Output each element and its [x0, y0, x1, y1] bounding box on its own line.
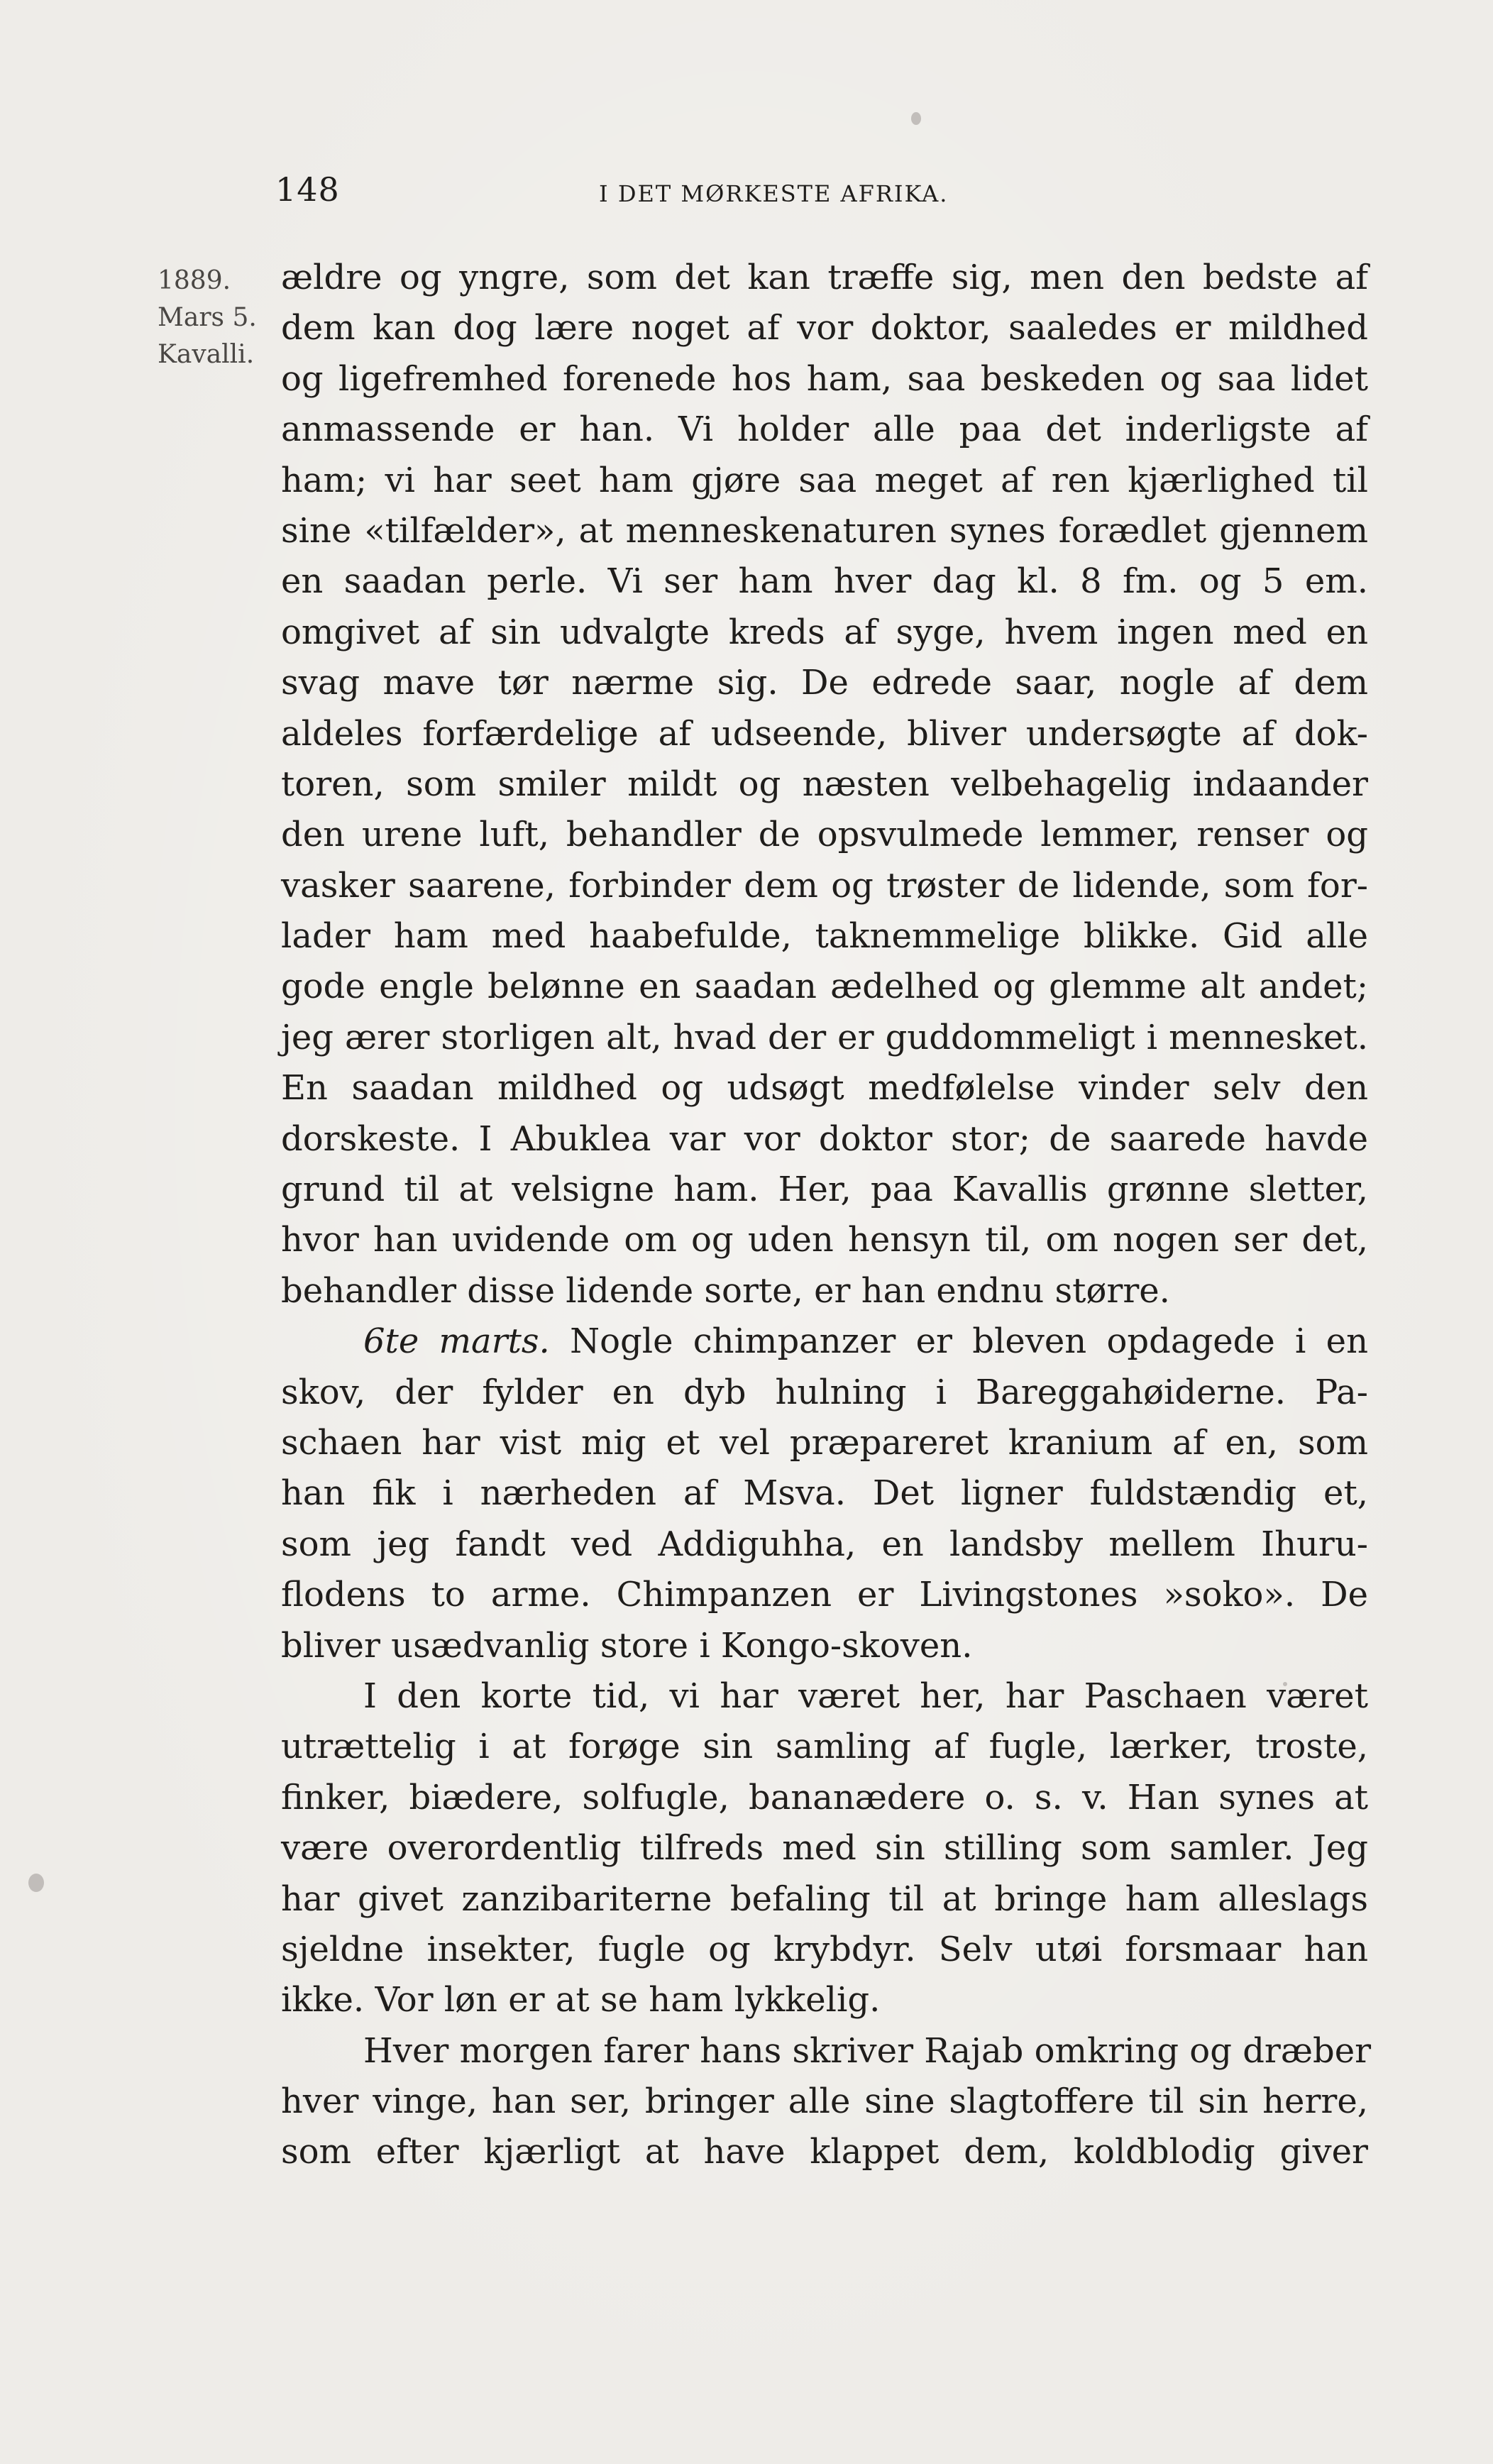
running-title: I DET MØRKESTE AFRIKA.: [599, 180, 949, 207]
page-number: 148: [275, 170, 340, 209]
text-line: ældre og yngre, som det kan træffe sig, men den bedste af: [281, 258, 1368, 297]
text-line: hver vinge, han ser, bringer alle sine slagtoffere til sin herre,: [281, 2081, 1368, 2122]
text-line: finker, biædere, solfugle, bananædere o. s. v. Han synes at: [281, 1777, 1368, 1817]
text-line: den urene luft, behandler de opsvulmede lemmer, renser og: [281, 815, 1368, 855]
text-line: jeg ærer storligen alt, hvad der er guddommeligt i mennesket.: [281, 1017, 1368, 1057]
text-line: utrættelig i at forøge sin samling af fugle, lærker, troste,: [281, 1727, 1368, 1767]
text-line: [281, 1316, 1368, 1367]
text-line: svag mave tør nærme sig. De edrede saar, nogle af dem: [281, 663, 1368, 703]
text-line-rest: Nogle chimpanzer er bleven opdagede i en: [570, 1321, 1368, 1362]
text-line: schaen har vist mig et vel præpareret kranium af en, som: [281, 1422, 1368, 1463]
text-line: grund til at velsigne ham. Her, paa Kavallis grønne sletter,: [281, 1170, 1368, 1210]
text-line: som jeg fandt ved Addiguhha, en landsby mellem Ihuru-: [281, 1524, 1368, 1564]
text-line: gode engle belønne en saadan ædelhed og glemme alt andet;: [281, 967, 1368, 1007]
margin-notes: [158, 263, 271, 373]
text-line: vasker saarene, forbinder dem og trøster de lidende, som for-: [281, 865, 1368, 906]
paper-speck: [28, 1874, 44, 1892]
text-line: hvor han uvidende om og uden hensyn til, om nogen ser det,: [281, 1220, 1368, 1260]
text-line: aldeles forfærdelige af udseende, bliver undersøgte af dok-: [281, 713, 1368, 754]
text-line: sjeldne insekter, fugle og krybdyr. Selv utøi forsmaar han: [281, 1929, 1368, 1969]
text-line: anmassende er han. Vi holder alle paa det inderligste af: [281, 409, 1368, 450]
text-line: har givet zanzibariterne befaling til at bringe ham alleslags: [281, 1879, 1368, 1919]
text-line: være overordentlig tilfreds med sin stilling som samler. Jeg: [281, 1828, 1368, 1869]
text-line: dorskeste. I Abuklea var vor doktor stor; de saarede havde: [281, 1118, 1368, 1159]
margin-date: Mars 5.: [158, 303, 257, 332]
margin-year: 1889.: [158, 266, 231, 295]
text-line: bliver usædvanlig store i Kongo-skoven.: [281, 1625, 973, 1666]
text-line: ikke. Vor løn er at se ham lykkelig.: [281, 1980, 881, 2020]
text-line: I den korte tid, vi har været her, har Paschaen været: [363, 1676, 1368, 1716]
text-line: sine «tilfælder», at menneskenaturen synes forædlet gjennem: [281, 510, 1368, 551]
text-line: dem kan dog lære noget af vor doktor, saaledes er mildhed: [281, 308, 1368, 348]
text-line: og ligefremhed forenede hos ham, saa beskeden og saa lidet: [281, 358, 1368, 399]
text-line: behandler disse lidende sorte, er han endnu større.: [281, 1270, 1170, 1311]
entry-date: 6te marts.: [363, 1321, 550, 1362]
text-line: lader ham med haabefulde, taknemmelige blikke. Gid alle: [281, 916, 1368, 957]
text-line: omgivet af sin udvalgte kreds af syge, hvem ingen med en: [281, 612, 1368, 652]
text-line: en saadan perle. Vi ser ham hver dag kl. 8 fm. og 5 em.: [281, 561, 1368, 602]
page-header: [275, 170, 1368, 220]
text-line: skov, der fylder en dyb hulning i Bareggahøiderne. Pa-: [281, 1372, 1368, 1412]
text-line: En saadan mildhed og udsøgt medfølelse vinder selv den: [281, 1068, 1368, 1109]
text-line: Hver morgen farer hans skriver Rajab omkring og dræber: [363, 2030, 1372, 2071]
text-line: han fik i nærheden af Msva. Det ligner fuldstændig et,: [281, 1473, 1368, 1514]
text-line: toren, som smiler mildt og næsten velbehagelig indaander: [281, 764, 1368, 804]
text-line: flodens to arme. Chimpanzen er Livingstones »soko». De: [281, 1575, 1368, 1615]
paper-speck: [911, 112, 921, 125]
text-line: som efter kjærligt at have klappet dem, koldblodig giver: [281, 2132, 1368, 2172]
text-line: ham; vi har seet ham gjøre saa meget af ren kjærlighed til: [281, 460, 1368, 500]
body-text: [281, 253, 1372, 2178]
margin-place: Kavalli.: [158, 340, 255, 369]
